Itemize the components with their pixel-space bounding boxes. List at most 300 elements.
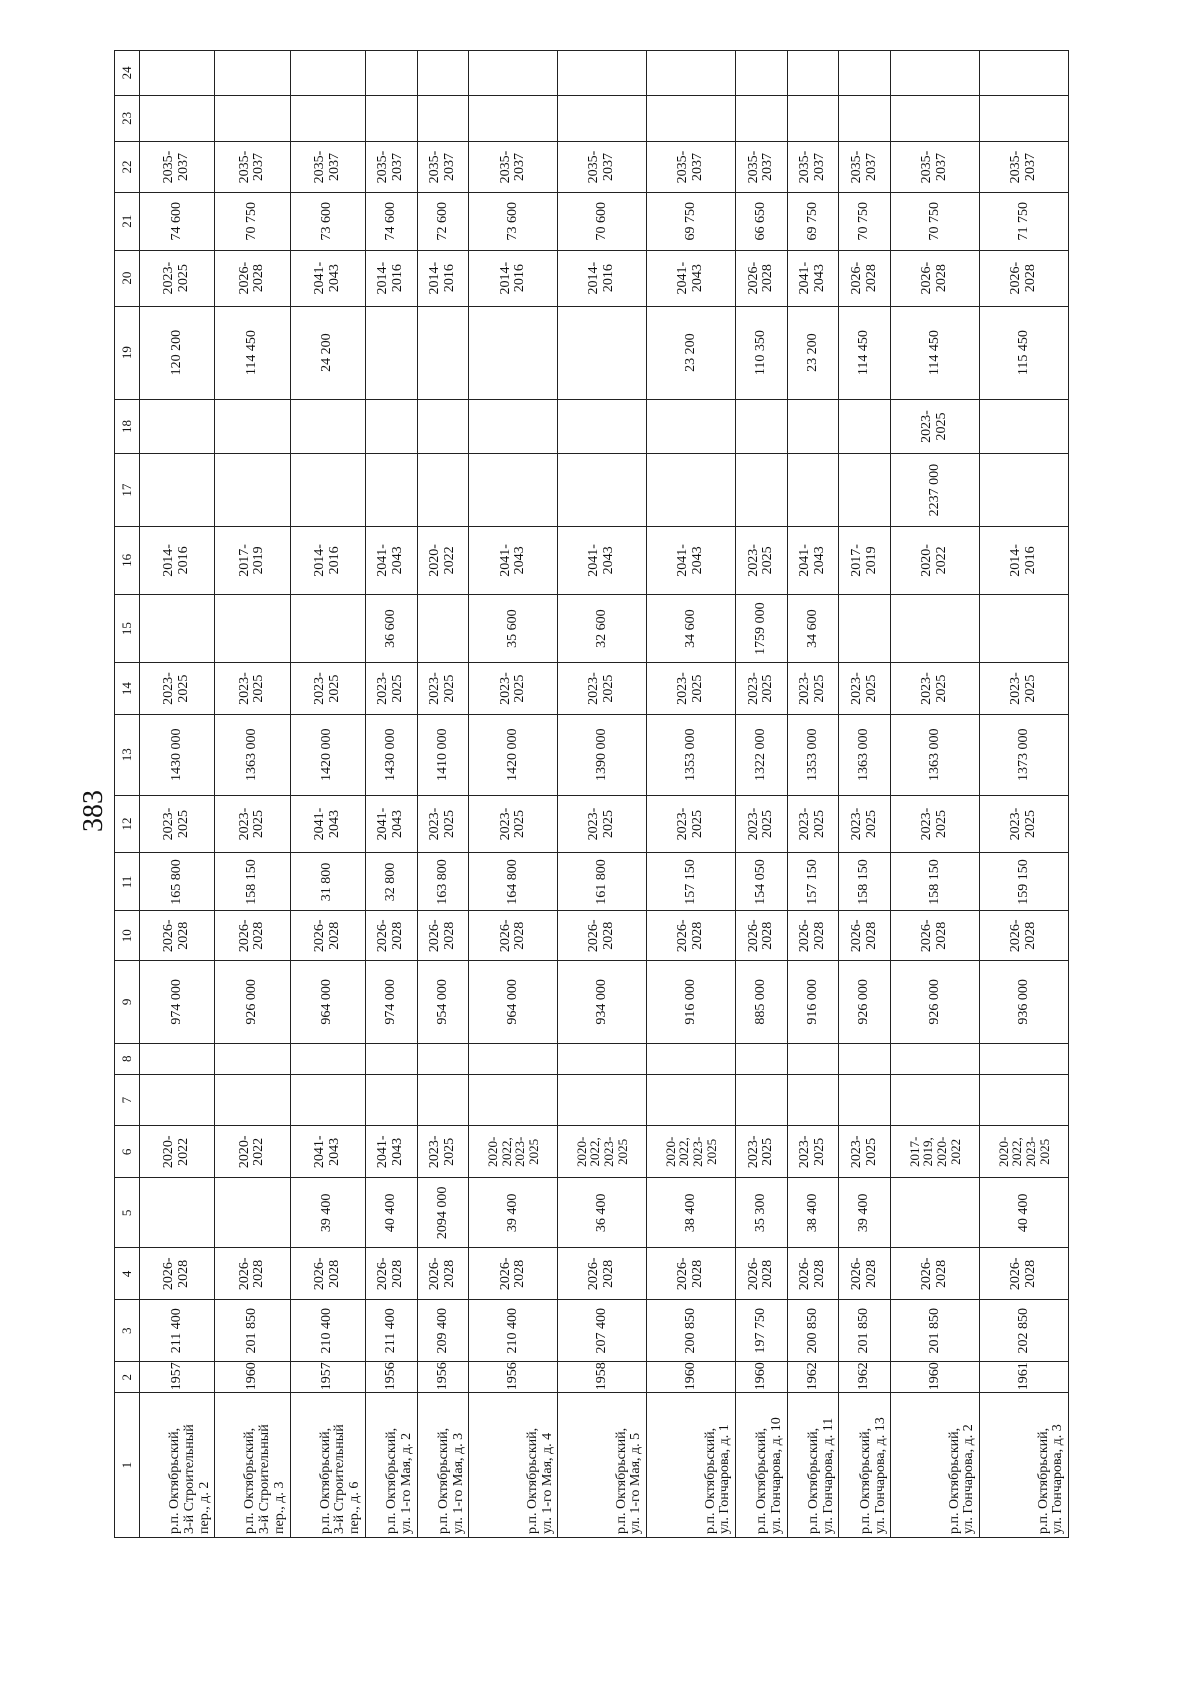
table-cell: 2023- 2025 [215, 795, 290, 853]
table-cell: 70 750 [839, 192, 891, 250]
table-cell [839, 399, 891, 454]
table-cell: 2020- 2022, 2023- 2025 [469, 1126, 558, 1178]
page-number-text: 383 [78, 790, 109, 832]
table-cell: 2041- 2043 [647, 250, 736, 306]
table-cell [787, 454, 839, 526]
table-cell: 201 850 [839, 1300, 891, 1362]
table-cell [558, 306, 647, 399]
table-cell [558, 1043, 647, 1074]
table-row [839, 51, 891, 1538]
column-header-2: 2 [115, 1362, 140, 1393]
table-cell: 115 450 [980, 306, 1069, 399]
address-cell: р.п. Октябрьский, ул. Гончарова, д. 3 [980, 1393, 1069, 1538]
table-cell [290, 399, 365, 454]
table-cell: 1957 [140, 1362, 215, 1393]
table-cell [647, 51, 736, 96]
table-cell: 2023- 2025 [558, 663, 647, 715]
table-cell: 2023- 2025 [735, 663, 787, 715]
table-cell [980, 399, 1069, 454]
table-cell: 200 850 [787, 1300, 839, 1362]
table-cell: 885 000 [735, 961, 787, 1044]
table-cell: 2041- 2043 [290, 795, 365, 853]
table-cell: 34 600 [647, 595, 736, 663]
table-cell: 1420 000 [290, 714, 365, 795]
table-cell [891, 95, 980, 142]
table-cell [839, 595, 891, 663]
table-cell: 2014- 2016 [290, 526, 365, 594]
table-cell: 926 000 [215, 961, 290, 1044]
table-cell: 2026- 2028 [558, 1248, 647, 1300]
table-cell: 2020- 2022 [140, 1126, 215, 1178]
table-cell: 2026- 2028 [215, 1248, 290, 1300]
table-cell: 2026- 2028 [787, 1248, 839, 1300]
table-row [891, 51, 980, 1538]
table-cell [891, 51, 980, 96]
table-row [215, 51, 290, 1538]
table-cell: 2023- 2025 [558, 795, 647, 853]
table-cell [558, 1074, 647, 1126]
table-row [365, 51, 417, 1538]
table-cell: 2023- 2025 [735, 795, 787, 853]
table-cell [140, 1178, 215, 1248]
table-cell: 2026- 2028 [290, 1248, 365, 1300]
table-cell: 74 600 [140, 192, 215, 250]
table-cell: 2023- 2025 [891, 795, 980, 853]
table-cell: 2023- 2025 [469, 663, 558, 715]
table-cell: 2023- 2025 [365, 663, 417, 715]
table-cell [735, 95, 787, 142]
address-cell: р.п. Октябрьский, ул. Гончарова, д. 1 [647, 1393, 736, 1538]
table-cell: 2020- 2022, 2023- 2025 [980, 1126, 1069, 1178]
table-cell [787, 1043, 839, 1074]
table-cell: 35 600 [469, 595, 558, 663]
table-cell: 2026- 2028 [891, 1248, 980, 1300]
table-cell: 2026- 2028 [980, 1248, 1069, 1300]
table-cell: 2026- 2028 [891, 250, 980, 306]
table-cell: 2026- 2028 [647, 1248, 736, 1300]
table-cell [365, 306, 417, 399]
address-cell: р.п. Октябрьский, ул. 1-го Мая, д. 3 [417, 1393, 469, 1538]
table-cell: 2035- 2037 [558, 142, 647, 193]
table-cell [365, 399, 417, 454]
table-cell: 2041- 2043 [290, 250, 365, 306]
table-cell: 1420 000 [469, 714, 558, 795]
table-cell: 110 350 [735, 306, 787, 399]
table-cell: 1430 000 [365, 714, 417, 795]
table-cell: 1960 [647, 1362, 736, 1393]
table-cell [558, 399, 647, 454]
table-cell [469, 1043, 558, 1074]
table-row [140, 51, 215, 1538]
table-cell: 1322 000 [735, 714, 787, 795]
table-cell: 2041- 2043 [647, 526, 736, 594]
column-header-14: 14 [115, 663, 140, 715]
table-cell: 2026- 2028 [365, 1248, 417, 1300]
table-cell: 31 800 [290, 853, 365, 911]
column-header-21: 21 [115, 192, 140, 250]
table-cell: 2026- 2028 [735, 911, 787, 961]
table-cell [417, 95, 469, 142]
table-cell [980, 454, 1069, 526]
table-cell [735, 51, 787, 96]
table-cell: 73 600 [290, 192, 365, 250]
table-cell: 69 750 [787, 192, 839, 250]
table-cell: 2020- 2022, 2023- 2025 [647, 1126, 736, 1178]
table-cell: 1353 000 [787, 714, 839, 795]
table-cell: 2023- 2025 [735, 526, 787, 594]
table-cell: 926 000 [891, 961, 980, 1044]
table-cell [365, 1074, 417, 1126]
table-cell [290, 1043, 365, 1074]
table-cell: 35 300 [735, 1178, 787, 1248]
table-cell: 2035- 2037 [215, 142, 290, 193]
table-cell [365, 1043, 417, 1074]
table-cell: 2023- 2025 [140, 250, 215, 306]
table-cell: 2035- 2037 [365, 142, 417, 193]
table-cell: 158 150 [839, 853, 891, 911]
table-cell: 40 400 [365, 1178, 417, 1248]
table-cell: 38 400 [787, 1178, 839, 1248]
table-cell [787, 1074, 839, 1126]
table-cell: 2023- 2025 [787, 1126, 839, 1178]
table-cell [980, 95, 1069, 142]
table-cell: 1363 000 [839, 714, 891, 795]
table-cell: 1956 [365, 1362, 417, 1393]
table-cell [140, 51, 215, 96]
table-cell [787, 399, 839, 454]
column-header-11: 11 [115, 853, 140, 911]
table-cell [215, 1043, 290, 1074]
table-cell: 916 000 [787, 961, 839, 1044]
table-cell: 2026- 2028 [469, 911, 558, 961]
table-cell [290, 1074, 365, 1126]
table-cell: 1353 000 [647, 714, 736, 795]
column-header-22: 22 [115, 142, 140, 193]
table-cell: 164 800 [469, 853, 558, 911]
column-header-13: 13 [115, 714, 140, 795]
table-cell: 2035- 2037 [980, 142, 1069, 193]
table-cell [417, 595, 469, 663]
table-cell: 2026- 2028 [891, 911, 980, 961]
table-cell: 39 400 [469, 1178, 558, 1248]
table-cell [891, 1043, 980, 1074]
table-cell: 2035- 2037 [839, 142, 891, 193]
table-row [787, 51, 839, 1538]
column-header-18: 18 [115, 399, 140, 454]
table-cell [647, 399, 736, 454]
table-cell: 161 800 [558, 853, 647, 911]
table-cell [469, 95, 558, 142]
table-cell: 210 400 [290, 1300, 365, 1362]
rotated-table-wrapper [114, 50, 1069, 1538]
table-cell: 2023- 2025 [469, 795, 558, 853]
table-cell: 209 400 [417, 1300, 469, 1362]
table-cell [365, 454, 417, 526]
table-cell: 66 650 [735, 192, 787, 250]
table-cell: 934 000 [558, 961, 647, 1044]
table-cell: 24 200 [290, 306, 365, 399]
table-cell: 200 850 [647, 1300, 736, 1362]
table-cell: 2023- 2025 [787, 663, 839, 715]
table-cell: 2026- 2028 [839, 250, 891, 306]
table-cell [891, 1178, 980, 1248]
column-header-8: 8 [115, 1043, 140, 1074]
table-cell: 2041- 2043 [365, 795, 417, 853]
table-cell: 210 400 [469, 1300, 558, 1362]
table-cell: 2023- 2025 [839, 1126, 891, 1178]
address-cell: р.п. Октябрьский, 3-й Строительный пер., д. 2 [140, 1393, 215, 1538]
table-cell [417, 1074, 469, 1126]
table-cell: 2023- 2025 [980, 663, 1069, 715]
table-cell: 2026- 2028 [140, 1248, 215, 1300]
column-header-16: 16 [115, 526, 140, 594]
table-cell: 1759 000 [735, 595, 787, 663]
table-cell [839, 51, 891, 96]
table-cell: 2035- 2037 [891, 142, 980, 193]
table-cell: 974 000 [140, 961, 215, 1044]
table-cell: 201 850 [215, 1300, 290, 1362]
table-cell [290, 595, 365, 663]
table-cell [647, 95, 736, 142]
table-cell [469, 399, 558, 454]
table-cell: 2026- 2028 [839, 1248, 891, 1300]
table-cell: 2041- 2043 [290, 1126, 365, 1178]
table-cell: 157 150 [787, 853, 839, 911]
table-cell [140, 454, 215, 526]
table-cell: 2026- 2028 [558, 911, 647, 961]
table-cell [735, 399, 787, 454]
column-header-6: 6 [115, 1126, 140, 1178]
table-cell: 70 600 [558, 192, 647, 250]
table-cell: 39 400 [839, 1178, 891, 1248]
table-cell: 1410 000 [417, 714, 469, 795]
table-cell: 2026- 2028 [735, 1248, 787, 1300]
table-cell [417, 306, 469, 399]
table-cell: 2023- 2025 [735, 1126, 787, 1178]
table-cell: 2023- 2025 [140, 663, 215, 715]
table-cell [735, 1043, 787, 1074]
table-cell: 1363 000 [891, 714, 980, 795]
table-cell: 32 600 [558, 595, 647, 663]
table-cell: 974 000 [365, 961, 417, 1044]
table-cell: 954 000 [417, 961, 469, 1044]
table-row [980, 51, 1069, 1538]
table-cell [290, 454, 365, 526]
table-cell [839, 454, 891, 526]
table-cell [980, 51, 1069, 96]
table-cell: 157 150 [647, 853, 736, 911]
column-header-4: 4 [115, 1248, 140, 1300]
table-cell: 2035- 2037 [290, 142, 365, 193]
table-cell [787, 95, 839, 142]
table-cell: 2014- 2016 [140, 526, 215, 594]
table-cell: 2035- 2037 [647, 142, 736, 193]
table-cell: 114 450 [891, 306, 980, 399]
table-cell: 2023- 2025 [417, 1126, 469, 1178]
column-header-19: 19 [115, 306, 140, 399]
table-cell [647, 1043, 736, 1074]
table-cell: 38 400 [647, 1178, 736, 1248]
table-cell: 2017- 2019 [839, 526, 891, 594]
table-cell: 2041- 2043 [787, 526, 839, 594]
table-cell: 2014- 2016 [417, 250, 469, 306]
table-cell [469, 454, 558, 526]
table-cell [735, 1074, 787, 1126]
table-cell: 165 800 [140, 853, 215, 911]
page-number [74, 776, 114, 846]
table-cell: 2026- 2028 [215, 250, 290, 306]
table-cell: 1430 000 [140, 714, 215, 795]
table-cell: 207 400 [558, 1300, 647, 1362]
table-cell: 71 750 [980, 192, 1069, 250]
table-cell: 1960 [735, 1362, 787, 1393]
table-cell: 201 850 [891, 1300, 980, 1362]
table-row [647, 51, 736, 1538]
table-cell: 2023- 2025 [839, 663, 891, 715]
table-cell [469, 1074, 558, 1126]
table-cell [140, 1043, 215, 1074]
table-cell: 2023- 2025 [140, 795, 215, 853]
column-header-1: 1 [115, 1393, 140, 1538]
table-cell: 964 000 [469, 961, 558, 1044]
table-cell [558, 51, 647, 96]
table-cell [469, 51, 558, 96]
table-cell: 211 400 [140, 1300, 215, 1362]
table-cell [215, 95, 290, 142]
table-cell: 70 750 [215, 192, 290, 250]
table-cell: 2026- 2028 [735, 250, 787, 306]
column-header-5: 5 [115, 1178, 140, 1248]
table-cell: 72 600 [417, 192, 469, 250]
table-cell: 2035- 2037 [469, 142, 558, 193]
table-cell: 2035- 2037 [140, 142, 215, 193]
table-cell [839, 1074, 891, 1126]
table-cell: 2035- 2037 [787, 142, 839, 193]
table-cell: 74 600 [365, 192, 417, 250]
table-cell [647, 454, 736, 526]
table-cell [980, 595, 1069, 663]
table-cell [140, 1074, 215, 1126]
column-header-12: 12 [115, 795, 140, 853]
table-cell [290, 51, 365, 96]
table-cell: 158 150 [891, 853, 980, 911]
table-cell: 159 150 [980, 853, 1069, 911]
table-cell: 2017- 2019 [215, 526, 290, 594]
table-cell: 936 000 [980, 961, 1069, 1044]
table-cell: 154 050 [735, 853, 787, 911]
column-header-23: 23 [115, 95, 140, 142]
table-body [140, 51, 1069, 1538]
table-cell: 1961 [980, 1362, 1069, 1393]
table-cell: 1373 000 [980, 714, 1069, 795]
table-cell: 114 450 [215, 306, 290, 399]
address-cell: р.п. Октябрьский, ул. Гончарова, д. 2 [891, 1393, 980, 1538]
address-cell: р.п. Октябрьский, ул. Гончарова, д. 10 [735, 1393, 787, 1538]
address-cell: р.п. Октябрьский, 3-й Строительный пер., д. 3 [215, 1393, 290, 1538]
table-cell [417, 51, 469, 96]
table-cell [417, 399, 469, 454]
column-header-20: 20 [115, 250, 140, 306]
table-cell [558, 454, 647, 526]
table-cell: 2020- 2022, 2023- 2025 [558, 1126, 647, 1178]
table-cell: 120 200 [140, 306, 215, 399]
table-cell: 39 400 [290, 1178, 365, 1248]
table-cell [365, 95, 417, 142]
column-header-3: 3 [115, 1300, 140, 1362]
table-cell: 2023- 2025 [839, 795, 891, 853]
table-cell: 2014- 2016 [469, 250, 558, 306]
table-row [735, 51, 787, 1538]
table-cell: 36 400 [558, 1178, 647, 1248]
table-cell: 2041- 2043 [558, 526, 647, 594]
table-cell [735, 454, 787, 526]
table-cell [215, 454, 290, 526]
table-cell: 2237 000 [891, 454, 980, 526]
table-cell: 1958 [558, 1362, 647, 1393]
table-cell [469, 306, 558, 399]
table-cell: 73 600 [469, 192, 558, 250]
table-cell: 1363 000 [215, 714, 290, 795]
table-row [290, 51, 365, 1538]
table-cell [215, 595, 290, 663]
table-cell: 1960 [891, 1362, 980, 1393]
column-header-7: 7 [115, 1074, 140, 1126]
table-cell: 211 400 [365, 1300, 417, 1362]
table-cell [891, 595, 980, 663]
table-cell [140, 95, 215, 142]
table-cell: 2014- 2016 [365, 250, 417, 306]
table-cell [215, 51, 290, 96]
table-cell: 2041- 2043 [365, 1126, 417, 1178]
table-cell: 2023- 2025 [980, 795, 1069, 853]
table-cell: 158 150 [215, 853, 290, 911]
table-cell [558, 95, 647, 142]
table-cell [647, 1074, 736, 1126]
table-cell [417, 454, 469, 526]
address-cell: р.п. Октябрьский, ул. 1-го Мая, д. 5 [558, 1393, 647, 1538]
table-cell: 1390 000 [558, 714, 647, 795]
address-cell: р.п. Октябрьский, ул. Гончарова, д. 13 [839, 1393, 891, 1538]
table-cell: 2026- 2028 [980, 250, 1069, 306]
table-cell [290, 95, 365, 142]
table-cell: 2026- 2028 [140, 911, 215, 961]
table-cell: 2020- 2022 [215, 1126, 290, 1178]
table-cell: 163 800 [417, 853, 469, 911]
table-cell: 2017- 2019, 2020- 2022 [891, 1126, 980, 1178]
table-cell [140, 399, 215, 454]
table-cell: 2014- 2016 [558, 250, 647, 306]
table-cell: 1956 [417, 1362, 469, 1393]
table-cell: 2026- 2028 [839, 911, 891, 961]
table-cell: 32 800 [365, 853, 417, 911]
table-cell: 2023- 2025 [647, 663, 736, 715]
table-cell [787, 51, 839, 96]
table-cell: 2026- 2028 [787, 911, 839, 961]
table-cell: 916 000 [647, 961, 736, 1044]
table-cell: 2023- 2025 [891, 399, 980, 454]
table-cell: 2026- 2028 [215, 911, 290, 961]
table-cell: 1956 [469, 1362, 558, 1393]
address-cell: р.п. Октябрьский, ул. 1-го Мая, д. 2 [365, 1393, 417, 1538]
address-cell: р.п. Октябрьский, ул. 1-го Мая, д. 4 [469, 1393, 558, 1538]
table-cell: 2026- 2028 [365, 911, 417, 961]
table-cell: 40 400 [980, 1178, 1069, 1248]
table-cell: 2023- 2025 [787, 795, 839, 853]
table-cell: 2026- 2028 [417, 1248, 469, 1300]
table-cell [365, 51, 417, 96]
table-cell: 2041- 2043 [787, 250, 839, 306]
table-cell: 2023- 2025 [891, 663, 980, 715]
